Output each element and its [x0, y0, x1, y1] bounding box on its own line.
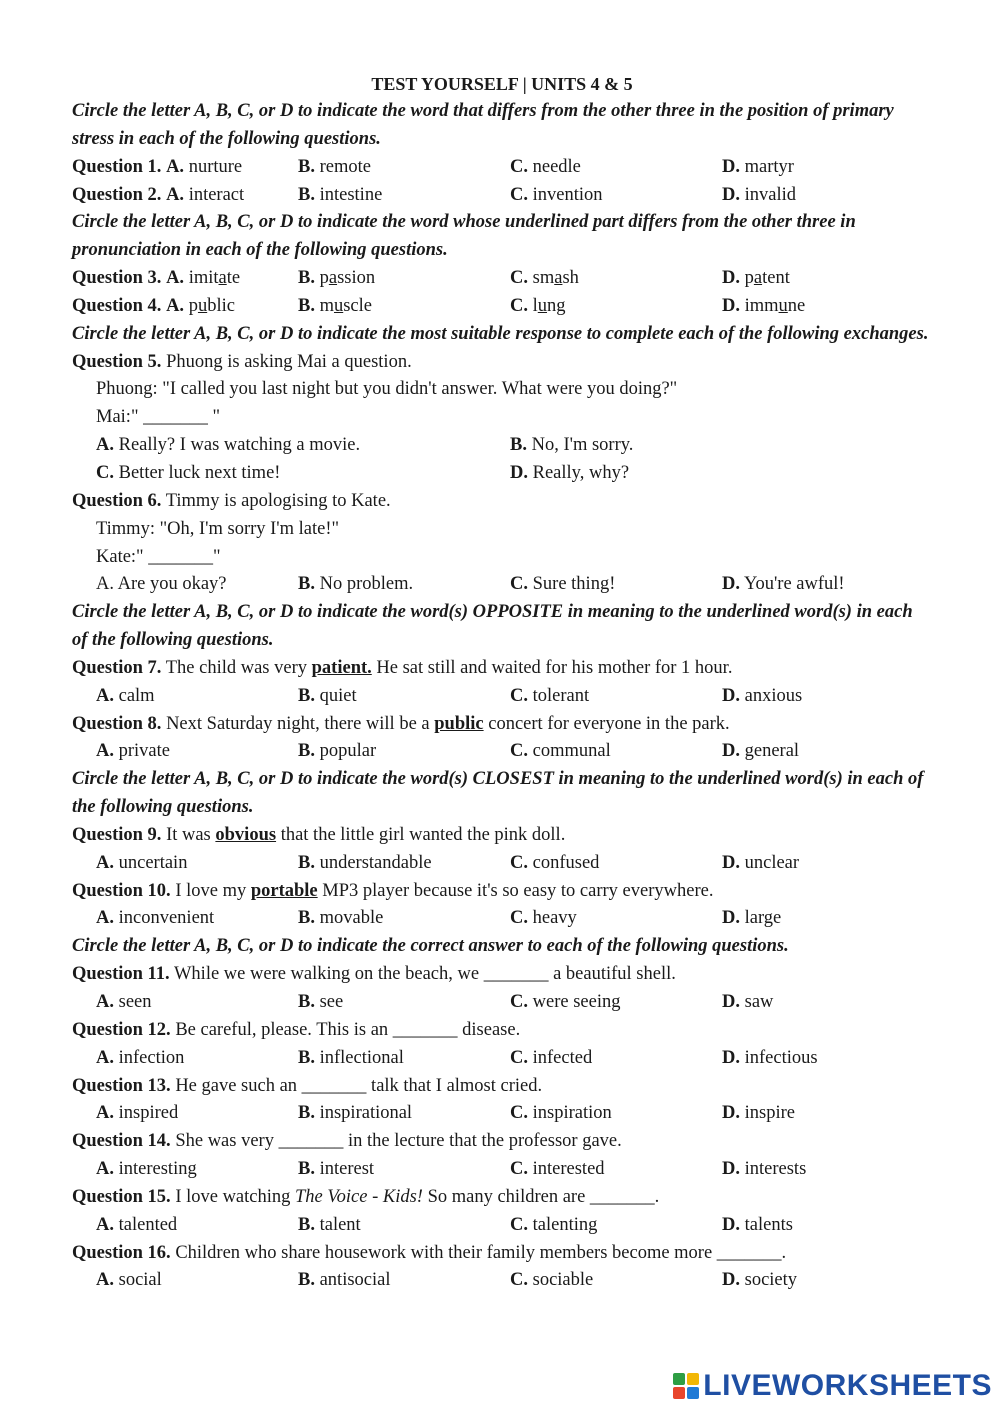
option-c[interactable]: sociable	[532, 1270, 594, 1291]
option-a[interactable]: calm	[118, 685, 155, 706]
question-12	[72, 1017, 932, 1045]
option-c[interactable]: lung	[532, 295, 566, 316]
answer-row: A. inspired B. inspirational C. inspiration D. inspire	[96, 1103, 795, 1124]
question-9: Question 9. It was obvious that the little girl wanted the pink doll.	[72, 824, 566, 845]
option-c[interactable]: needle	[532, 156, 581, 177]
option-c[interactable]: confused	[532, 852, 600, 873]
question-label: Question 5.	[72, 351, 162, 372]
question-14	[72, 1128, 932, 1156]
question-label: Question 13.	[72, 1075, 171, 1096]
question-label: Question 12.	[72, 1019, 171, 1040]
option-c[interactable]: smash	[532, 268, 579, 289]
question-label: Question 10.	[72, 880, 171, 901]
option-b[interactable]: popular	[319, 741, 377, 762]
option-b[interactable]: antisocial	[319, 1270, 391, 1291]
question-13	[72, 1073, 932, 1101]
question-1: Question 1. A. nurture B. remote C. needle D. martyr	[72, 156, 794, 177]
option-b[interactable]: remote	[319, 156, 371, 177]
answer-row: A. social B. antisocial C. sociable D. society	[96, 1270, 798, 1291]
option-b[interactable]: quiet	[319, 685, 357, 706]
option-a[interactable]: imitate	[188, 268, 241, 289]
dialogue-line: Mai:" _______ "	[96, 407, 221, 428]
underlined-word: patient.	[311, 657, 372, 678]
option-c[interactable]: Sure thing!	[532, 574, 616, 595]
answer-row: A. uncertain B. understandable C. confused D. unclear	[96, 852, 800, 873]
option-a[interactable]: private	[118, 741, 170, 762]
option-c[interactable]: tolerant	[532, 685, 590, 706]
liveworksheets-logo[interactable]	[673, 1369, 992, 1403]
option-d[interactable]: infectious	[744, 1047, 818, 1068]
answer-row: A. interesting B. interest C. interested D. interests	[96, 1159, 807, 1180]
question-7: Question 7. The child was very patient. He sat still and waited for his mother for 1 hour.	[72, 657, 733, 678]
option-b[interactable]: see	[319, 992, 344, 1012]
option-a[interactable]: public	[188, 295, 235, 316]
option-a[interactable]: nurture	[188, 156, 243, 177]
answer-row: A. private B. popular C. communal D. general	[96, 741, 800, 762]
option-b[interactable]: No, I'm sorry.	[531, 435, 634, 456]
option-a[interactable]: interesting	[118, 1159, 197, 1180]
question-label: Question 3.	[72, 268, 162, 289]
option-c[interactable]: were seeing	[532, 992, 621, 1012]
instruction-opposite: Circle the letter A, B, C, or D to indicate the word(s) OPPOSITE in meaning to the underlined word(s) in each of the following questions.	[72, 602, 913, 651]
answer-row: A. Really? I was watching a movie. B. No, I'm sorry.	[96, 435, 634, 456]
question-stem: Timmy is apologising to Kate.	[165, 490, 391, 511]
question-16	[72, 1240, 932, 1268]
option-a[interactable]: uncertain	[118, 852, 188, 873]
option-c[interactable]: heavy	[532, 908, 577, 929]
dialogue-line: Kate:" _______"	[96, 546, 221, 567]
underlined-word: obvious	[215, 824, 277, 845]
option-a[interactable]: interact	[188, 184, 245, 205]
option-a[interactable]: A. Are you okay?	[96, 574, 227, 595]
question-label: Question 7.	[72, 657, 162, 678]
question-5	[72, 349, 932, 377]
show-title: The Voice - Kids!	[295, 1186, 423, 1207]
instruction-stress: Circle the letter A, B, C, or D to indicate the word that differs from the other three in the position of primary stress in each of the following questions.	[72, 101, 894, 149]
question-label: Question 4.	[72, 295, 162, 316]
option-b[interactable]: inspirational	[319, 1103, 413, 1124]
option-c[interactable]: communal	[532, 741, 611, 762]
question-stem: Phuong is asking Mai a question.	[166, 351, 412, 372]
question-label: Question 16.	[72, 1242, 171, 1263]
option-d[interactable]: immune	[744, 295, 806, 316]
option-b[interactable]: No problem.	[319, 574, 414, 595]
option-a[interactable]: seen	[118, 992, 152, 1012]
answer-row: A. inconvenient B. movable C. heavy D. large	[96, 908, 782, 929]
question-label: Question 8.	[72, 713, 162, 734]
answer-row: A. infection B. inflectional C. infected D. infectious	[96, 1047, 818, 1068]
option-d[interactable]: martyr	[744, 156, 794, 177]
instruction-pronunciation: Circle the letter A, B, C, or D to indicate the word whose underlined part differs from the other three in pronunciation in each of the following questions.	[72, 212, 856, 261]
logo-icon	[673, 1373, 699, 1399]
underlined-word: portable	[250, 880, 318, 901]
option-b[interactable]: intestine	[319, 184, 383, 205]
option-c[interactable]: infected	[532, 1047, 593, 1068]
answer-row: A. Are you okay? B. No problem. C. Sure thing! D. You're awful!	[96, 574, 845, 595]
option-c[interactable]: inspiration	[532, 1103, 612, 1124]
answer-row: A. talented B. talent C. talenting D. talents	[96, 1214, 793, 1235]
question-15: Question 15. I love watching The Voice - Kids! So many children are _______.	[72, 1186, 660, 1207]
question-stem: Be careful, please. This is an _______ disease.	[175, 1019, 521, 1040]
option-c[interactable]: invention	[532, 184, 603, 205]
option-b[interactable]: interest	[319, 1159, 375, 1180]
underlined-word: public	[434, 713, 484, 734]
question-stem: She was very _______ in the lecture that the professor gave.	[175, 1131, 622, 1152]
answer-row: A. calm B. quiet C. tolerant D. anxious	[96, 685, 803, 706]
option-d[interactable]: large	[744, 908, 782, 929]
option-a[interactable]: inconvenient	[118, 908, 215, 929]
option-d[interactable]: Really, why?	[532, 462, 630, 483]
dialogue-line: Phuong: "I called you last night but you didn't answer. What were you doing?"	[96, 379, 678, 400]
worksheet	[72, 70, 932, 1295]
instruction-closest: Circle the letter A, B, C, or D to indicate the word(s) CLOSEST in meaning to the underlined word(s) in each of the following questions.	[72, 769, 924, 818]
option-c[interactable]: talenting	[532, 1214, 598, 1235]
option-d[interactable]: saw	[744, 992, 774, 1012]
option-d[interactable]: interests	[744, 1159, 807, 1180]
question-11	[72, 961, 932, 989]
question-label: Question 14.	[72, 1131, 171, 1152]
option-a[interactable]: social	[118, 1270, 162, 1291]
instruction-response: Circle the letter A, B, C, or D to indicate the most suitable response to complete each of the following exchanges.	[72, 323, 929, 344]
option-d[interactable]: talents	[744, 1214, 793, 1235]
option-b[interactable]: talent	[319, 1214, 361, 1235]
option-a[interactable]: Really? I was watching a movie.	[118, 435, 361, 456]
question-label: Question 9.	[72, 824, 162, 845]
answer-row: A. seen B. see C. were seeing D. saw	[96, 992, 774, 1012]
option-d[interactable]: patent	[744, 268, 790, 289]
question-6	[72, 488, 932, 516]
logo-text: LIVEWORKSHEETS	[703, 1369, 992, 1402]
option-b[interactable]: understandable	[319, 852, 432, 873]
option-d[interactable]: society	[744, 1270, 798, 1291]
option-d[interactable]: You're awful!	[743, 574, 845, 595]
option-a[interactable]: infection	[118, 1047, 185, 1068]
question-label: Question 6.	[72, 490, 162, 511]
option-d[interactable]: inspire	[744, 1103, 795, 1124]
option-b[interactable]: muscle	[319, 295, 372, 316]
question-3: Question 3. A. imitate B. passion C. smash D. patent	[72, 268, 790, 289]
question-label: Question 2.	[72, 184, 162, 205]
question-4: Question 4. A. public B. muscle C. lung D. immune	[72, 295, 806, 316]
question-8: Question 8. Next Saturday night, there will be a public concert for everyone in the park.	[72, 713, 730, 734]
option-c[interactable]: interested	[532, 1159, 605, 1180]
answer-row: C. Better luck next time! D. Really, why?	[96, 462, 630, 483]
question-2: Question 2. A. interact B. intestine C. invention D. invalid	[72, 184, 797, 205]
option-d[interactable]: general	[744, 741, 800, 762]
option-c[interactable]: Better luck next time!	[118, 462, 281, 483]
page-title: TEST YOURSELF | UNITS 4 & 5	[371, 74, 633, 94]
option-d[interactable]: invalid	[744, 184, 797, 205]
question-stem: Children who share housework with their family members become more _______.	[175, 1242, 787, 1263]
question-label: Question 1.	[72, 156, 162, 177]
option-d[interactable]: unclear	[744, 852, 800, 873]
instruction-correct: Circle the letter A, B, C, or D to indicate the correct answer to each of the following questions.	[72, 936, 789, 957]
option-a[interactable]: inspired	[118, 1103, 179, 1124]
option-a[interactable]: talented	[118, 1214, 178, 1235]
question-stem: While we were walking on the beach, we _______ a beautiful shell.	[173, 964, 676, 985]
question-label: Question 11.	[72, 964, 170, 985]
option-b[interactable]: movable	[319, 908, 384, 929]
option-d[interactable]: anxious	[744, 685, 803, 706]
dialogue-line: Timmy: "Oh, I'm sorry I'm late!"	[96, 518, 340, 539]
question-10: Question 10. I love my portable MP3 player because it's so easy to carry everywhere.	[72, 880, 714, 901]
question-label: Question 15.	[72, 1186, 171, 1207]
option-b[interactable]: inflectional	[319, 1047, 404, 1068]
option-b[interactable]: passion	[319, 268, 376, 289]
question-stem: He gave such an _______ talk that I almost cried.	[175, 1075, 543, 1096]
